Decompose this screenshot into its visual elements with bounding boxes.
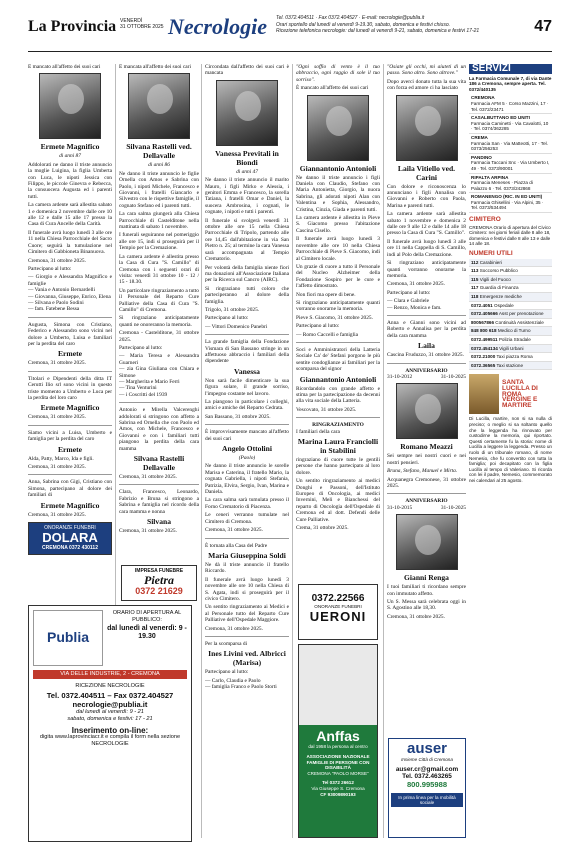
pharmacy-details: Farmacia Meneses · Piazza di Palazzo 6 · Tel. 0373/242868 xyxy=(471,180,533,191)
deceased-name: Ermete Magnifico xyxy=(40,142,100,152)
deceased-name: Maria Giuseppina Soldi xyxy=(208,550,286,560)
sidebar-title: SERVIZI xyxy=(469,64,552,74)
auser-phone: Tel. 0372.463265 xyxy=(402,773,452,780)
pharmacy-item xyxy=(469,94,552,114)
deceased-name: Silvana Rastelli Dellavalle xyxy=(133,454,185,473)
ad-pietra-brand: Pietra xyxy=(144,573,174,587)
useful-number-label: Continuità Assistenziale xyxy=(495,319,544,325)
deceased-nickname: (Paolo) xyxy=(238,455,256,462)
notice-text: Alda, Patty, Marco, Ida e figli. xyxy=(28,455,94,462)
useful-number-item[interactable] xyxy=(469,267,552,276)
condolence-item: — Vania e Antonio Bernardelli xyxy=(28,287,95,294)
anffas-tagline: dal 1958 la persona al centro xyxy=(308,744,368,749)
ad-ueroni-phone: 0372.22566 xyxy=(311,593,365,604)
useful-number-label: Taxi piazza Roma xyxy=(496,354,533,360)
auser-green-number: 800.995988 xyxy=(406,780,448,789)
pharmacy-item xyxy=(469,193,552,213)
notice-text: Un sentito ringraziamento ai Medici e al Personale tutto del Reparto Cure Palliative dell'Ospedale Maggiore. xyxy=(205,604,289,624)
condolence-item: — Carlo, Claudia e Paolo xyxy=(205,677,261,684)
useful-number-label: Soccorso Pubblico xyxy=(479,268,518,274)
useful-number-label: Taxi stazione xyxy=(496,362,524,368)
ad-dolara-phone: CREMONA 0372 430112 xyxy=(42,545,98,552)
deceased-name: Giannantonio Antonioli xyxy=(299,374,377,384)
auser-brand: auser xyxy=(406,740,448,757)
condolence-item: — Tina Venturini xyxy=(119,385,157,392)
anffas-photo xyxy=(299,645,377,725)
pharmacy-town: CREMONA xyxy=(471,95,495,101)
obituary-text: Un particolare ringraziamento a tutto il Personale del Reparto Cure Palliative della Casa di Cura "S. Camillo" di Cremona. xyxy=(119,287,199,313)
portrait-photo xyxy=(39,73,101,139)
useful-numbers-title: NUMERI UTILI xyxy=(469,250,513,258)
notice-date: Cremona, 31 ottobre 2025. xyxy=(28,464,86,471)
condolence-heading: Partecipano al lutto: xyxy=(205,315,249,322)
deceased-name: Laila Vitiello ved. Carini xyxy=(397,163,456,182)
saint-text: Di Lucilla, martire, non si sa nulla di preciso; o meglio si sa soltanto quello che la leggenda ha rinnovato per custodirne la memoria, qui riportato. Questi certamente fu la storia: nome di Lucilla a leggere la leggenda. Presso un ruolo di un tribunale romano, di nome Nemesio, che fu convertito con tutta la famiglia; poi decapitato con la figlia Lucilla al tempo di Valeriano. Si ricorda con lei il padre, Nemesio, commemorato nei calendari al 25 agosto. xyxy=(469,416,552,483)
obituary-text: Non fiori ma opere di bene. xyxy=(296,291,356,298)
obituary-text: Con dolore e riconoscenza lo annunciano i figli Annalisa con Giovanni e Roberto con Paola, Marina e parenti tutti. xyxy=(387,183,466,209)
obituary-text: Si ringraziano anticipatamente quanti ne onoreranno la memoria. xyxy=(119,315,199,328)
divider xyxy=(205,538,289,539)
deceased-age: di anni 47 xyxy=(236,168,258,175)
notice-date: Cremona, 31 ottobre 2025. xyxy=(205,527,263,534)
divider xyxy=(28,371,112,372)
publia-reception: RICEZIONE NECROLOGIE xyxy=(75,683,145,690)
notice-date: Cremona, 31 ottobre 2025. xyxy=(387,281,445,288)
obituary-text: Il funerale avrà luogo lunedì 3 alle ore 11 nella Chiesa Parrocchiale del Sacro Cuore; seguirà la tumulazione nel Cimitero di Gabbioneta Binanuova. xyxy=(28,229,112,256)
useful-number-item[interactable] xyxy=(469,327,552,336)
useful-number-item[interactable] xyxy=(469,362,552,371)
deceased-name: Ermete xyxy=(57,349,83,359)
ad-dolara-brand: DOLARA xyxy=(42,530,98,546)
notice-text: I familiari della cara xyxy=(296,428,340,435)
obituary-text: I funerali seguiranno nel pomeriggio alle ore 15, indi si proseguirà per il Tempio per la Cremazione. xyxy=(119,232,199,252)
pharmacy-details: Farmacia AFM 5 · Corso Mazzini, 17 · Tel. 0372/23471 xyxy=(471,100,549,112)
notice-text: È tornata alla Casa del Padre xyxy=(205,542,268,549)
ad-pietra[interactable] xyxy=(121,565,197,601)
obituary-text: Si ringraziano anticipatamente quanti vorranno onorarne la memoria. xyxy=(387,260,466,279)
useful-number-label: Carabinieri xyxy=(479,259,502,265)
obituary-text: Il funerale avrà luogo lunedì 3 alle ore 11 nella Cappella di S. Camillo, indi al Polo della Cremazione. xyxy=(387,238,466,258)
divider xyxy=(119,484,199,485)
deceased-name: Vanessa xyxy=(234,366,260,376)
pharmacy-intro: La Farmacia Comunale 7, di via Dante 186 a Cremona, sempre aperta. Tel. 0372/440135 xyxy=(469,75,552,92)
column-separator xyxy=(383,64,384,838)
saint-image xyxy=(469,374,499,414)
notice-text: La grande famiglia della Fondazione Vismara di San Bassano stringe in un affettuoso abbraccio i familiari della dipendente xyxy=(205,339,289,365)
portrait-photo xyxy=(216,80,278,146)
anniversary-date-end: 31-10-2025 xyxy=(440,504,466,511)
publia-hours: dal lunedì al venerdì: 9 - 19.30 xyxy=(107,624,187,640)
anffas-address: Via Giuseppe S. Cremona xyxy=(311,785,365,791)
divider xyxy=(205,636,289,637)
cemetery-text: CREMONA Orario di apertura del Civico Cimitero: nei giorni feriali dalle 8 alle 18, domenica e festivi dalle 8 alle 13 e dalle 14 alle 18. xyxy=(469,224,551,247)
notice-text: Siamo vicini a Luisa, Umberto e famiglia per la perdita del caro xyxy=(28,429,112,443)
divider xyxy=(28,474,112,475)
portrait-photo xyxy=(396,514,458,570)
divider xyxy=(387,315,466,316)
condolence-heading: Partecipano al lutto: xyxy=(205,669,249,676)
condolence-heading: Partecipano al lutto: xyxy=(28,265,72,272)
notice-text: Il funerale avrà luogo lunedì 3 novembre alle ore 10 nella Chiesa di S. Agata, indi si proseguirà per il civico Cimitero. xyxy=(205,576,289,602)
pharmacy-details: Farmacia Caminetti · Via Cavalotti, 10 · Tel. 0374/362285 xyxy=(471,120,549,132)
notice-date: Vescovato, 31 ottobre 2025. xyxy=(296,406,357,413)
useful-number-item[interactable] xyxy=(469,319,552,328)
obituary-text: Ne danno il triste annuncio il marito Mauro, i figli Mirko e Alessia, i genitori Emma e Francesco, la sorella Tatiana, i fratelli Omar e Daniel, la suocera Ambrosina, i cognati, le cognate, i nipoti e tutti i parenti. xyxy=(205,177,289,216)
publia-address: VIA DELLE INDUSTRIE, 2 - CREMONA xyxy=(33,670,187,679)
pharmacy-item xyxy=(469,154,552,174)
deceased-name: Gianni Renga xyxy=(404,573,449,583)
divider xyxy=(296,342,380,343)
masthead[interactable]: La Provincia xyxy=(28,18,117,35)
useful-number: 0372.499511 xyxy=(471,336,498,342)
notice-text: Un sentito ringraziamento ai medici Donghi e Passoni, dell'Istituto Europeo di Oncologia, ai medici Invernini, Meli e Bianchessi del reparto di Oncologia dell'Ospedale di Cremona ed al dott. Defendi delle Cure Palliative. xyxy=(296,478,380,523)
condolence-item: — Silvana e Paolo Sodini xyxy=(28,299,84,306)
obituary-text: Addolorati ne danno il triste annuncio la moglie Luigina, la figlia Umberta con Luca, le nipoti Jessica con Filippo, le piccole Ginevra e Rebecca, la consuocera Augusta ed i parenti tutti. xyxy=(28,161,112,200)
useful-number-label: Asst per prenotazione xyxy=(498,311,544,317)
notice-text: Un S. Messa sarà celebrata oggi in S. Agostino alle 18,30. xyxy=(387,599,466,612)
useful-number: 800567866 xyxy=(471,319,494,325)
useful-number: 0372.36565 xyxy=(471,362,496,368)
header-contact-info xyxy=(276,15,479,35)
useful-number-item[interactable] xyxy=(469,284,552,293)
useful-numbers-list xyxy=(469,259,552,371)
deceased-name: Angelo Ottolini xyxy=(222,444,272,454)
condolence-item: — Vittori Domenico Panebri xyxy=(205,323,268,330)
pharmacy-town: RIPALTA ARPINA xyxy=(471,174,509,180)
deceased-name: Giannantonio Antonioli xyxy=(299,163,377,173)
deceased-name: Romano Meazzi xyxy=(400,442,453,452)
header-info-line: Ricezione telefonica necrologie: dal lunedì al venerdì 9-21, sabato, domenica e festivi 17-21 xyxy=(276,28,480,35)
ad-auser[interactable] xyxy=(388,738,466,838)
thanks-heading: RINGRAZIAMENTO xyxy=(312,422,364,429)
publia-email[interactable]: necrologie@publia.it xyxy=(72,699,148,709)
column-5 xyxy=(387,64,466,732)
divider xyxy=(296,417,380,418)
useful-number-item[interactable] xyxy=(469,345,552,354)
column-4 xyxy=(296,64,380,582)
notice-text: Non sarà facile dimenticare la sua figura solare, il grande sorriso, l'impegno costante nel lavoro. xyxy=(205,377,289,397)
notice-date: Cremona - Castelditone, 31 ottobre 2025. xyxy=(119,330,199,343)
condolence-item: — Romo Caccelli e famiglia xyxy=(296,331,358,338)
notice-text: I tuoi familiari ti ricordano sempre con immutato affetto. xyxy=(387,584,466,597)
condolence-item: — Giovanna, Giuseppe, Enrico, Elena xyxy=(28,293,111,300)
useful-number: 0372.4051 xyxy=(471,302,493,308)
column-3 xyxy=(205,64,289,842)
notice-text: È improvvisamente mancato all'affetto dei suoi cari xyxy=(205,429,289,442)
useful-number-item[interactable] xyxy=(469,259,552,268)
deceased-age: di anni 86 xyxy=(148,162,170,169)
obituary-text: Ne danno il triste annuncio le figlie Ornella con Amos e Sabrina con Paolo, i nipoti Michele, Francesco e Giovanni, i fratelli Giancarlo e Silvestro con le rispettive famiglie, il cognato Stefano ed i parenti tutti. xyxy=(119,170,199,209)
anniversary-heading: ANNIVERSARIO xyxy=(405,367,448,374)
notice-date: Cremona, 31 ottobre 2025. xyxy=(28,360,86,367)
notice-date: Trigolo, 31 ottobre 2025. xyxy=(205,306,260,313)
header-info-line: Orari sportello dal lunedì al venerdì 9-19.30, sabato, domenica e festivi chiuso. xyxy=(276,21,450,28)
anffas-brand: Anffas xyxy=(316,728,360,744)
publia-days: dal lunedì al venerdì: 9 - 21 xyxy=(76,708,144,715)
pharmacy-item xyxy=(469,114,552,134)
issue-date: VENERDÌ 31 OTTOBRE 2025 xyxy=(120,18,164,30)
condolence-item: — Giorgio e Alessandra Magnifico e famiglie xyxy=(28,274,112,287)
condolence-heading: Partecipano al lutto: xyxy=(387,289,431,296)
portrait-photo xyxy=(396,95,458,161)
obituary-text: Ne danno il triste annuncio i figli Daniela con Claudio, Stefano con Maria Antonietta, Giorgio, la nuora Sabrina, gli adorati nipoti Alan con Valentina e Sophia, Alessandro, Cristina, Cinzia, Giada e parenti tutti. xyxy=(296,174,380,213)
useful-number-item[interactable] xyxy=(469,293,552,302)
notice-text: Clara, Francesco, Leonardo, Fabrizio e Bruna si stringono a Sabrina e famiglia nel ricordo della cara mamma e nonna xyxy=(119,489,199,515)
notice-date: Cremona, 31 ottobre 2025. xyxy=(205,625,263,632)
obituary-text: Per volontà della famiglia niente fiori ma donazioni all'Associazione Italiana per la Ricerca sul Cancro (AIRC). xyxy=(205,264,289,284)
useful-number-label: Emergenze mediche xyxy=(479,294,522,299)
cemetery-title: CIMITERO xyxy=(469,216,501,224)
divider xyxy=(205,334,289,335)
publia-online-url[interactable]: digita www.laprovinciacr.it e compila il form nella sezione NECROLOGIE xyxy=(39,734,181,748)
page-header xyxy=(28,6,552,52)
deceased-name: Vanessa Previtali in Biondi xyxy=(215,148,279,167)
anniversary-heading: ANNIVERSARIO xyxy=(405,498,448,505)
pharmacy-town: CASALBUTTANO ED UNITI xyxy=(471,115,530,121)
pharmacy-details: Farmacia San · Via Matteotti, 17 · Tel. 0373/256253 xyxy=(471,140,548,152)
column-separator xyxy=(201,64,202,838)
useful-number-label: Medico di Turno xyxy=(497,328,531,334)
notice-text: Soci e Amministratori della Latteria Sociale Ca' de' Stefani porgono le più sentite condoglianze ai familiari per la scomparsa del signor xyxy=(296,346,380,373)
anniversary-date-start: 31-10-2015 xyxy=(387,504,413,511)
pharmacy-item xyxy=(469,174,552,194)
divider xyxy=(387,493,466,494)
useful-number-label: Vigili del Fuoco xyxy=(479,276,511,282)
pharmacy-town: PANDINO xyxy=(471,154,492,160)
divider xyxy=(387,363,466,364)
notice-text: La cara salma sarà tumulata presso il Forno Crematorio di Piacenza. xyxy=(205,497,289,510)
useful-number-label: Vigili Urbani xyxy=(499,345,524,351)
notice-date: Cremona, 31 ottobre 2025. xyxy=(387,613,445,620)
notice-text: ringraziano di cuore tutte le gentili persone che hanno partecipato al loro dolore. xyxy=(296,457,380,476)
condolence-item: — Renzo, Monica e fam. xyxy=(387,304,442,311)
anffas-fiscal-code: CF 93009890193 xyxy=(320,791,356,797)
notice-text: Ne danno il triste annuncio le sorelle Marisa e Caterina, il fratello Mario, la cognata Gabriella, i nipoti Stefania, Patrizia, Elvira, Sergio, Ivan, Marina e Daniela. xyxy=(205,463,289,496)
notice-date: Cremona, 31 ottobre 2025. xyxy=(119,474,177,481)
divider xyxy=(119,402,199,403)
notice-text: La piangono in particolare i colleghi, amici e amiche del Reparto Cedrata. xyxy=(205,399,289,412)
auser-tagline: Insieme Città di Cremona xyxy=(401,757,453,762)
obituary-text: Si ringraziano tutti coloro che parteciperanno al dolore della famiglia. xyxy=(205,285,289,305)
obituary-intro: È mancata all'affetto dei suoi cari xyxy=(119,64,191,70)
notice-text: Ne dà il triste annuncio il fratello Riccardo. xyxy=(205,561,289,575)
useful-number: 0372.454134 xyxy=(471,345,498,351)
notice-date: Acquanegra Cremonese, 31 ottobre 2025. xyxy=(387,476,466,489)
obituary-text: Un grazie di cuore a tutto il Personale del Nucleo Alzheimer della Fondazione Sospiro per le cure e l'affetto dimostrato. xyxy=(296,263,380,290)
publia-online-title: Inserimento on-line: xyxy=(71,725,149,735)
ad-ueroni-line: ONORANZE FUNEBRI xyxy=(314,604,362,609)
portrait-photo xyxy=(396,383,458,439)
useful-number: 118 xyxy=(471,294,479,299)
pharmacy-details: Farmacia Taccani Snc · Via Umberto I, 49 · Tel. 0373/90001 xyxy=(471,160,550,171)
pharmacy-list xyxy=(469,94,552,213)
obituary-text: Il funerale avrà luogo lunedì 3 novembre alle ore 10 nella Chiesa Parrocchiale di Pieve S. Giacomo, indi al Cimitero locale. xyxy=(296,236,380,262)
useful-number: 0372.21000 xyxy=(471,354,496,360)
notice-text: Antonio e Mirella Valcerenghi addolorati si stringono con affetto a Sabrina ed Ornella che con Paolo ed Amos, con Michele, Francesco e Giovanni e con i familiari tutti piangono la perdita della cara mamma xyxy=(119,407,199,452)
page-number: 47 xyxy=(534,18,552,35)
condolence-heading: Partecipano al lutto: xyxy=(296,323,340,330)
pharmacy-town: CREMA xyxy=(471,134,488,140)
notice-date: Crema, 31 ottobre 2025. xyxy=(296,525,349,532)
obituary-intro: Dopo averci donato tutta la sua vita con forza ed amore ci ha lasciato xyxy=(387,78,466,92)
notice-text: Sei sempre nei nostri cuori e nei nostri pensieri. xyxy=(387,453,466,466)
notice-text: Anna e Gianni sono vicini ad Roberto e Annalisa per la perdita della cara mamma xyxy=(387,319,466,339)
useful-number: 113 xyxy=(471,268,479,274)
anffas-text: ASSOCIAZIONE NAZIONALE FAMIGLIE DI PERSONE CON DISABILITÀ xyxy=(306,753,370,771)
obituary-text: La camera ardente sarà allestita sabato 1 e domenica 2 novembre dalle ore 10 alle 12 e dalle 15 alle 17 presso la Casa di Cura Ancelle della Carità. xyxy=(28,202,112,228)
auser-footer: In prima linea per la mobilità sociale xyxy=(391,793,463,807)
header-info-line: Tel. 0372.404511 · Fax 0372.404527 · E-mail: necrologie@publia.it xyxy=(276,15,425,21)
notice-date: Cremona, 31 ottobre 2025. xyxy=(28,414,86,421)
notice-date: Cremona, 31 ottobre 2025. xyxy=(28,257,86,264)
section-title: Necrologie xyxy=(168,14,267,39)
pharmacy-item xyxy=(469,134,552,154)
useful-number-item[interactable] xyxy=(469,353,552,362)
publia-logo: Publia xyxy=(33,610,103,666)
obituary-intro: È mancato all'affetto dei suoi cari xyxy=(28,64,101,70)
ad-publia[interactable] xyxy=(28,605,192,842)
condolence-item: — Maria Teresa e Alessandra Guarneri xyxy=(119,353,199,366)
memorial-quote: "Ogni soffio di vento è il tuo abbraccio, ogni raggio di sole il tuo sorriso". xyxy=(296,64,380,83)
useful-number: 117 xyxy=(471,285,479,291)
auser-email[interactable]: auser.cr@gmail.com xyxy=(395,766,459,773)
notice-text: Per la scomparsa di xyxy=(205,640,248,647)
column-separator xyxy=(292,64,293,838)
notice-text: Anna, Sabrina con Gigi, Cristiano con Simona, partecipano al dolore dei familiari di xyxy=(28,479,112,499)
anffas-text: CREMONA "PAOLO MORSE" xyxy=(307,771,369,777)
condolence-item: — famiglia Franco e Paolo Storti xyxy=(205,684,277,691)
deceased-name: Silvana xyxy=(146,517,172,527)
deceased-name: Ermete xyxy=(57,444,83,454)
deceased-name: Marina Laura Franciolli in Stabilini xyxy=(297,437,379,456)
condolence-item: — Margherita e Mario Ferri xyxy=(119,379,180,385)
condolence-item: — Clara e Gabriele xyxy=(387,298,430,305)
deceased-name: Ines Livini ved. Albricci (Marisa) xyxy=(208,649,286,668)
ad-pietra-phone: 0372 21629 xyxy=(135,586,183,596)
anffas-phone: Tel 0372 26612 xyxy=(322,779,354,785)
notice-text: Augusta, Simona con Cristiano, Federico e Alessandro sono vicini nel dolore a Umberto, Luisa e familiari per la perdita del caro xyxy=(28,321,112,347)
useful-number: 115 xyxy=(471,276,479,282)
divider xyxy=(28,317,112,318)
anniversary-date-start: 31-10-2012 xyxy=(387,373,413,380)
ad-anffas[interactable] xyxy=(298,644,378,838)
notice-text: Ricordandolo con grande affetto e stima per la partecipazione da decenni alla vita sociale della Latteria. xyxy=(296,385,380,405)
ad-dolara[interactable] xyxy=(28,522,112,555)
notice-date: Cascina Fruduzzo, 31 ottobre 2025. xyxy=(387,352,464,359)
useful-number-item[interactable] xyxy=(469,302,552,311)
portrait-photo xyxy=(307,95,369,161)
useful-number-item[interactable] xyxy=(469,310,552,319)
notice-date: Pieve S. Giacomo, 31 ottobre 2025. xyxy=(296,314,373,321)
deceased-name: Silvana Rastelli ved. Dellavalle xyxy=(126,142,192,161)
divider xyxy=(28,425,112,426)
publia-weekend: sabato, domenica e festivi: 17 - 21 xyxy=(67,716,153,723)
publia-tel[interactable]: Tel. 0372.404511 – Fax 0372.404527 xyxy=(46,690,174,700)
divider xyxy=(205,424,289,425)
useful-number: 0372.405666 xyxy=(471,311,498,317)
obituary-text: La cara salma giungerà alla Chiesa Parrocchiale di Castelditone nella mattinata di sabato 1 novembre. xyxy=(119,211,199,231)
deceased-name: Ermete Magnifico xyxy=(40,403,100,413)
notice-date: Cremona, 31 ottobre 2025. xyxy=(28,511,86,518)
condolence-heading: Partecipano al lutto: xyxy=(119,344,163,351)
useful-number-label: Ospedale xyxy=(494,302,514,308)
obituary-intro: Circondata dall'affetto dei suoi cari è mancata xyxy=(205,64,289,77)
anniversary-dates xyxy=(387,374,466,380)
useful-number: 848 800 618 xyxy=(471,328,497,334)
portrait-photo xyxy=(128,73,190,139)
anniversary-date-end: 31-10-2025 xyxy=(440,373,466,380)
ad-dolara-line: ONORANZE FUNEBRI xyxy=(44,525,96,532)
condolence-item: — fam. Fatebene Bessa xyxy=(28,306,80,313)
obituary-intro: È mancato all'affetto dei suoi cari xyxy=(296,85,369,92)
condolence-item: — i Coscritti del 1939 xyxy=(119,391,168,398)
useful-number-item[interactable] xyxy=(469,276,552,285)
useful-number: 112 xyxy=(471,259,479,265)
obituary-text: Si ringraziano anticipatamente quanti vorranno onorarne la memoria. xyxy=(296,299,380,313)
deceased-name: Ermete Magnifico xyxy=(40,500,100,510)
memorial-quote: "Osiate gli occhi, mi aiuteti di un passo. Sono altro. Sono altrove." xyxy=(387,64,466,77)
column-2 xyxy=(119,64,199,600)
useful-number-label: Polizia Stradale xyxy=(498,336,531,342)
useful-number-label: Guardia di Finanza xyxy=(479,285,519,291)
obituary-text: Il funerale si svolgerà venerdì 31 ottobre alle ore 15 nella Chiesa Parrocchiale di Tripolo, partendo alle ore 14,45 dall'abitazione in via San Pietro n. 25; al termine la cara Vanessa sarà accompagnata al Tempio Crematorio. xyxy=(205,217,289,263)
obituary-text: La camera ardente è allestita presso la Casa di Cura "S. Camillo" di Cremona con i seguenti orari di visita: venerdì 31 ottobre 10 - 12 / 15 - 18.30. xyxy=(119,253,199,286)
ad-ueroni-brand: UERONI xyxy=(309,609,367,624)
deceased-age: di anni 87 xyxy=(59,153,81,160)
deceased-name: Laila xyxy=(418,341,435,351)
services-sidebar xyxy=(469,64,552,842)
notice-date: Cremona, 31 ottobre 2025. xyxy=(119,528,177,535)
anniversary-dates xyxy=(387,505,466,511)
notice-text: Bruna, Stefano, Manuel e Mirta. xyxy=(387,468,458,475)
obituary-text: La camera ardente sarà allestita sabato 1 novembre e domenica 2 dalle ore 9 alle 12 e dalle 14 alle 18 presso la Casa di Cura "S. Camillo". xyxy=(387,211,466,237)
notice-date: San Bassano, 31 ottobre 2025. xyxy=(205,413,271,420)
notice-text: Titolari e Dipendenti della ditta IT Cerutti Ilio srl sono vicini in questo triste momento a Umberto e Luca per la perdita del loro caro xyxy=(28,375,112,401)
publia-hours-title: ORARIO DI APERTURA AL PUBBLICO: xyxy=(112,610,182,624)
pharmacy-town: ROMANENGO (RIC. IN ED UNITI) xyxy=(471,194,543,200)
ad-ueroni[interactable] xyxy=(298,584,378,640)
ad-pietra-line: IMPRESA FUNEBRE xyxy=(134,568,184,574)
saint-title: SANTA LUCILLA DI ROMA VERGINE E MARTIRE xyxy=(502,379,538,409)
pharmacy-details: Farmacia Ghisellini · Via Alpini, 35 · Tel. 0373/534494 xyxy=(471,199,544,211)
useful-number-item[interactable] xyxy=(469,336,552,345)
condolence-item: — zia Gina Giuliana con Chiara e Simone xyxy=(119,366,199,379)
notice-text: Le ceneri verranno tumulate nel Cimitero di Cremona. xyxy=(205,512,289,525)
obituary-text: La camera ardente è allestita in Pieve S. Giacomo presso l'abitazione Cascina Cisello. xyxy=(296,215,380,234)
